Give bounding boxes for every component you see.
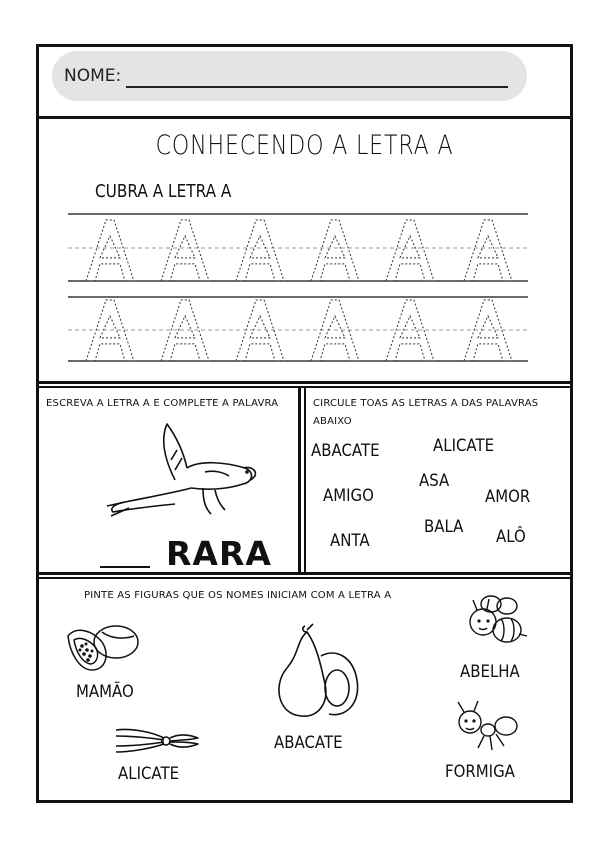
trace-instruction: CUBRA A LETRA A (95, 181, 232, 202)
papaya-icon[interactable] (62, 618, 142, 678)
circle-word[interactable]: ABACATE (311, 441, 380, 461)
trace-letter-a (86, 220, 134, 281)
trace-letter-a (86, 300, 134, 361)
circle-word[interactable]: AMOR (485, 487, 531, 507)
paint-label: ABACATE (274, 733, 343, 753)
section-title: CONHECENDO A LETRA A (155, 130, 454, 161)
trace-letter-a (236, 220, 284, 281)
circle-instruction-line1: CIRCULE TOAS AS LETRAS A DAS PALAVRAS (313, 398, 539, 409)
trace-letter-a (236, 300, 284, 361)
paint-instruction: PINTE AS FIGURAS QUE OS NOMES INICIAM COM A LETRA A (84, 590, 392, 601)
name-label: NOME: (64, 66, 122, 86)
circle-word[interactable]: ANTA (330, 531, 370, 551)
trace-letter-a (311, 220, 359, 281)
trace-letter-a (464, 300, 512, 361)
write-instruction: ESCREVA A LETRA A E COMPLETE A PALAVRA (46, 398, 279, 409)
circle-word[interactable]: BALA (424, 517, 464, 537)
paint-label: ABELHA (460, 662, 520, 682)
circle-word[interactable]: AMIGO (323, 486, 374, 506)
circle-word[interactable]: ASA (419, 471, 450, 491)
pliers-icon[interactable] (112, 720, 202, 760)
paint-label: MAMÃO (76, 682, 134, 702)
paint-label: ALICATE (118, 764, 180, 784)
bee-icon[interactable] (461, 594, 531, 654)
trace-letter-a (161, 300, 209, 361)
circle-word[interactable]: ALÔ (496, 527, 526, 547)
circle-word[interactable]: ALICATE (433, 436, 495, 456)
avocado-icon[interactable] (267, 622, 367, 722)
paint-label: FORMIGA (445, 762, 515, 782)
ant-icon[interactable] (452, 700, 522, 760)
parrot-icon (105, 420, 265, 530)
trace-letter-a (311, 300, 359, 361)
trace-letter-a (386, 220, 434, 281)
trace-letter-a (386, 300, 434, 361)
answer-blank[interactable] (100, 566, 150, 568)
trace-letter-a (161, 220, 209, 281)
trace-letter-a (464, 220, 512, 281)
complete-word: RARA (166, 534, 272, 573)
circle-instruction-line2: ABAIXO (313, 416, 352, 427)
